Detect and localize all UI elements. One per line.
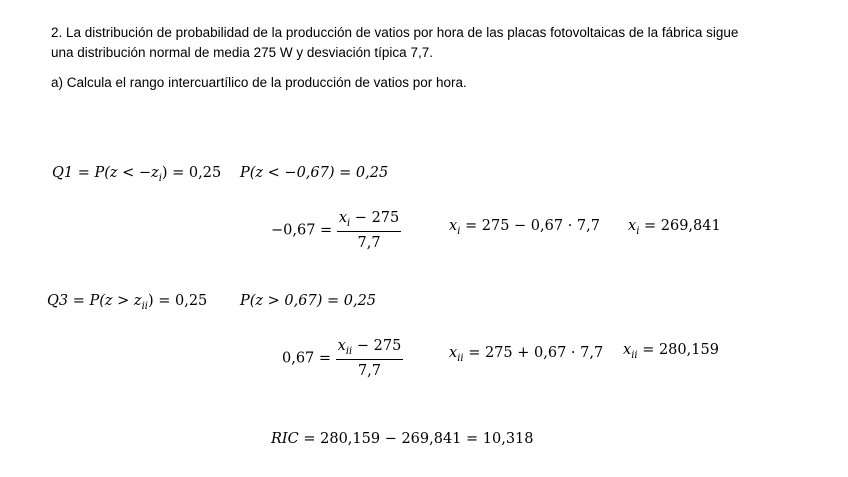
q3-definition: $Q3 = P(z > z_{ii}) = 0,25$ xyxy=(47,293,208,312)
q3-z-equation: 0,67 = $\frac{x_{ii} - 275}{7,7}$ xyxy=(282,338,402,379)
q1-probability: P(z < −0,67) = 0,25 xyxy=(240,165,389,181)
q3-x-expression: $x_{ii} = 275 + 0,67 \cdot 7,7$ xyxy=(449,345,604,364)
problem-statement-line-1: 2. La distribución de probabilidad de la producción de vatios por hora de las placas fotovoltaicas de la fábrica sigue xyxy=(51,25,739,40)
q1-z-equation: −0,67 = $\frac{x_i - 275}{7,7}$ xyxy=(271,210,400,251)
q3-x-result: $x_{ii} = 280,159$ xyxy=(623,342,719,361)
q1-x-expression: $x_i = 275 - 0,67 \cdot 7,7$ xyxy=(449,218,600,237)
q1-label: Q1 xyxy=(52,165,74,181)
q1-fraction: $\frac{x_i - 275}{7,7}$ xyxy=(338,210,400,251)
ric-result: RIC = 280,159 − 269,841 = 10,318 xyxy=(271,431,534,447)
q1-x-result: $x_i = 269,841$ xyxy=(628,218,721,237)
problem-statement-line-2: una distribución normal de media 275 W y desviación típica 7,7. xyxy=(51,45,433,60)
q3-probability: P(z > 0,67) = 0,25 xyxy=(240,293,377,309)
q3-fraction: $\frac{x_{ii} - 275}{7,7}$ xyxy=(337,338,402,379)
q3-label: Q3 xyxy=(47,293,69,309)
q1-definition: $Q1 = P(z < -z_i) = 0,25$ xyxy=(52,165,222,184)
part-a-question: a) Calcula el rango intercuartílico de la producción de vatios por hora. xyxy=(51,75,467,90)
